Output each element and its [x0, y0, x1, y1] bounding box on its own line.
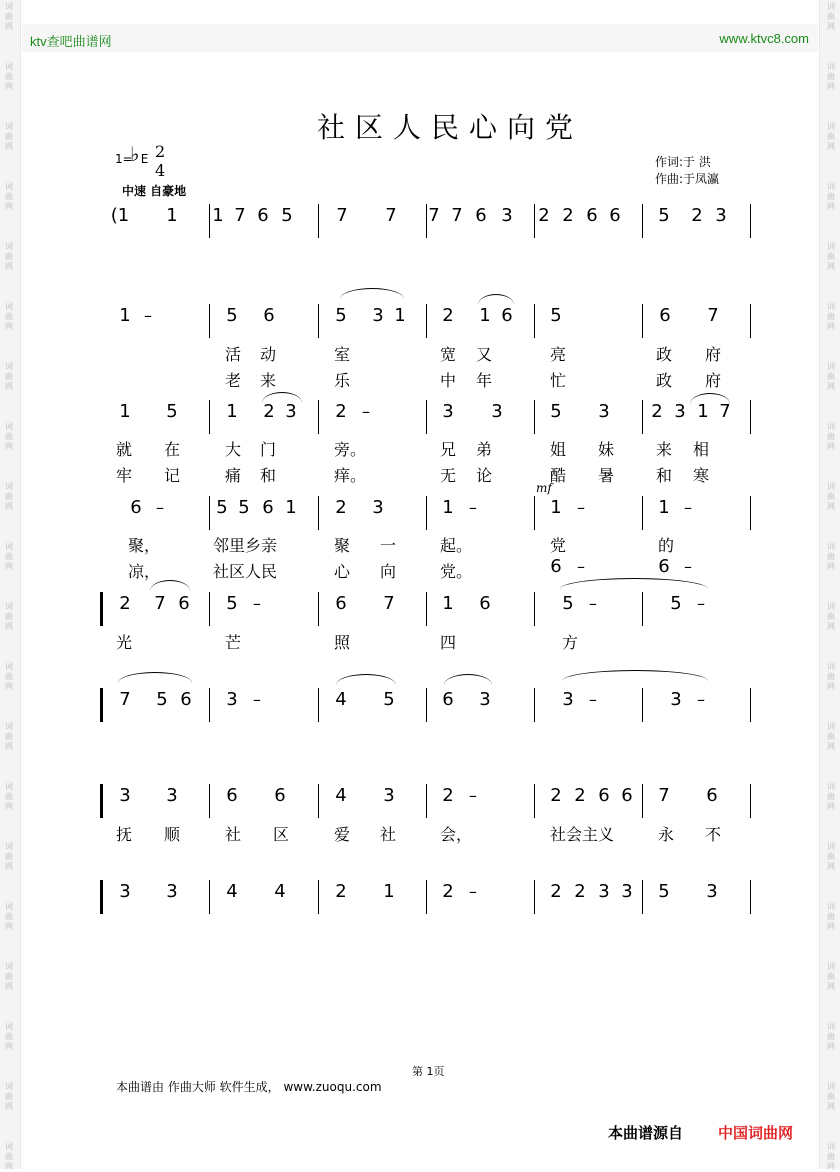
note: 6	[621, 785, 633, 806]
barline	[750, 400, 751, 434]
watermark-text: 词 曲 网	[827, 302, 835, 331]
lyric-word: 弟	[476, 440, 493, 459]
lyric-word: 聚	[334, 536, 351, 555]
site-url-right[interactable]: www.ktvc8.com	[719, 31, 809, 46]
system-bracket	[100, 592, 103, 626]
watermark-text: 词 曲 网	[827, 662, 835, 691]
site-name-left[interactable]: ktv查吧曲谱网	[30, 34, 112, 49]
barline	[209, 400, 210, 434]
slur	[262, 392, 302, 403]
lyric-word: 室	[334, 345, 351, 364]
note: 1	[285, 497, 297, 518]
slur	[690, 393, 730, 404]
lyric-word: 暑	[598, 466, 615, 485]
barline	[209, 784, 210, 818]
note: 1	[226, 401, 238, 422]
note: 1	[383, 881, 395, 902]
lyric-word: 会，	[440, 825, 473, 844]
lyric-word: 和	[260, 466, 277, 485]
note: 4	[226, 881, 238, 902]
lyric-word: 起。	[440, 536, 473, 555]
lyric-word: 邻里乡亲	[213, 536, 278, 555]
watermark-text: 词 曲 网	[5, 962, 13, 991]
note: 3	[598, 881, 610, 902]
note: 6	[262, 497, 274, 518]
note: 7	[451, 205, 463, 226]
note: 6	[180, 689, 192, 710]
watermark-text: 词 曲 网	[5, 482, 13, 511]
barline	[209, 688, 210, 722]
note: 1	[212, 205, 224, 226]
barline	[642, 784, 643, 818]
barline	[642, 592, 643, 626]
note: 1	[697, 401, 709, 422]
note: 5	[281, 205, 293, 226]
page-number: 第 1页	[412, 1065, 445, 1078]
watermark-text: 词 曲 网	[5, 362, 13, 391]
lyric-word: 论	[476, 466, 493, 485]
lyric-word: 四	[440, 633, 457, 652]
lyric-word: 抚	[116, 825, 133, 844]
note: 5	[562, 593, 574, 614]
watermark-text: 词 曲 网	[5, 1142, 13, 1171]
note: 4	[335, 785, 347, 806]
lyric-word: 痒。	[334, 466, 367, 485]
lyric-word: 党。	[440, 562, 473, 581]
system-bracket	[100, 784, 103, 818]
note: 1	[442, 497, 454, 518]
note: 6	[475, 205, 487, 226]
lyric-word: 门	[260, 440, 277, 459]
note: 6	[586, 205, 598, 226]
note: 6	[659, 305, 671, 326]
note: 3	[706, 881, 718, 902]
barline	[318, 204, 319, 238]
watermark-text: 词 曲 网	[5, 662, 13, 691]
system-bracket	[100, 880, 103, 914]
note: 6	[609, 205, 621, 226]
note: 1	[442, 593, 454, 614]
note: 3	[670, 689, 682, 710]
note: 2	[263, 401, 275, 422]
barline	[642, 880, 643, 914]
barline	[426, 880, 427, 914]
note: 3	[598, 401, 610, 422]
watermark-text: 词 曲 网	[827, 242, 835, 271]
flat-symbol: ♭	[130, 142, 140, 166]
system-bracket	[100, 688, 103, 722]
watermark-text: 词 曲 网	[5, 842, 13, 871]
note: 6	[274, 785, 286, 806]
hold-dash: –	[362, 402, 370, 421]
note: 6	[442, 689, 454, 710]
lyric-word: 政	[656, 371, 673, 390]
watermark-text: 词 曲 网	[5, 242, 13, 271]
note: 7	[658, 785, 670, 806]
lyric-word: 政	[656, 345, 673, 364]
note: 2	[562, 205, 574, 226]
barline	[642, 304, 643, 338]
lyric-word: 来	[656, 440, 673, 459]
note: 3	[119, 881, 131, 902]
barline	[426, 688, 427, 722]
barline	[750, 496, 751, 530]
watermark-text: 词 曲 网	[827, 482, 835, 511]
note: 3	[383, 785, 395, 806]
lyric-word: 府	[705, 371, 722, 390]
watermark-text: 词 曲 网	[827, 362, 835, 391]
note: 7	[336, 205, 348, 226]
lyric-word: 活	[225, 345, 242, 364]
hold-dash: –	[469, 882, 477, 901]
barline	[750, 880, 751, 914]
lyric-word: 旁。	[334, 440, 367, 459]
lyric-word: 聚，	[128, 536, 161, 555]
lyric-word: 向	[380, 562, 397, 581]
watermark-text: 词 曲 网	[5, 2, 13, 31]
barline	[209, 496, 210, 530]
watermark-text: 词 曲 网	[827, 122, 835, 151]
note: 3	[715, 205, 727, 226]
barline	[209, 304, 210, 338]
note: 7	[234, 205, 246, 226]
note: 2	[550, 785, 562, 806]
lyric-word: 党	[550, 536, 567, 555]
note: 7	[383, 593, 395, 614]
slur	[118, 672, 192, 683]
barline	[318, 688, 319, 722]
watermark-text: 词 曲 网	[827, 542, 835, 571]
watermark-text: 词 曲 网	[5, 602, 13, 631]
note: 3	[562, 689, 574, 710]
note: 3	[285, 401, 297, 422]
note: 2	[442, 785, 454, 806]
note: 3	[442, 401, 454, 422]
barline	[750, 688, 751, 722]
barline	[642, 204, 643, 238]
hold-dash: –	[589, 594, 597, 613]
note: 3	[372, 497, 384, 518]
lyric-word: 光	[116, 633, 133, 652]
note: 5	[658, 205, 670, 226]
note: (1	[110, 205, 130, 226]
watermark-text: 词 曲 网	[5, 302, 13, 331]
lyric-word: 牢	[116, 466, 133, 485]
note: 2	[691, 205, 703, 226]
note: 4	[335, 689, 347, 710]
note: 2	[335, 497, 347, 518]
note: 5	[226, 305, 238, 326]
note: 2	[651, 401, 663, 422]
note: 7	[119, 689, 131, 710]
lyric-word: 和	[656, 466, 673, 485]
hold-dash: –	[697, 690, 705, 709]
lyric-word: 妹	[598, 440, 615, 459]
lyric-word: 照	[334, 633, 351, 652]
key-signature: 1= E	[115, 152, 149, 166]
watermark-text: 词 曲 网	[827, 962, 835, 991]
slur	[560, 578, 708, 589]
barline	[534, 592, 535, 626]
lyric-word: 中	[440, 371, 457, 390]
lyric-word: 区	[273, 825, 290, 844]
note: 5	[166, 401, 178, 422]
lyric-word: 酷	[550, 466, 567, 485]
note: 1	[479, 305, 491, 326]
note: 2	[335, 401, 347, 422]
lyric-word: 永	[658, 825, 675, 844]
barline	[750, 204, 751, 238]
note: 2	[119, 593, 131, 614]
note: 7	[154, 593, 166, 614]
lyric-word: 大	[225, 440, 242, 459]
note: 2	[574, 785, 586, 806]
note: 6	[598, 785, 610, 806]
barline	[318, 592, 319, 626]
note: 6	[501, 305, 513, 326]
note: 1	[119, 305, 131, 326]
watermark-text: 词 曲 网	[827, 782, 835, 811]
note: 3	[491, 401, 503, 422]
lyric-word: 寒	[693, 466, 710, 485]
song-title: 社区人民心向党	[316, 111, 583, 144]
note: 6	[263, 305, 275, 326]
barline	[642, 496, 643, 530]
watermark-text: 词 曲 网	[5, 122, 13, 151]
source-label: 本曲谱源自	[608, 1124, 684, 1142]
note: 2	[550, 881, 562, 902]
watermark-text: 词 曲 网	[827, 182, 835, 211]
barline	[534, 400, 535, 434]
lyric-word: 记	[164, 466, 181, 485]
lyric-word: 凉，	[128, 562, 161, 581]
hold-dash: –	[253, 594, 261, 613]
note: 2	[442, 305, 454, 326]
lyric-word: 忙	[550, 371, 567, 390]
watermark-text: 词 曲 网	[5, 782, 13, 811]
hold-dash: –	[697, 594, 705, 613]
note: 5	[335, 305, 347, 326]
tempo-marking: 中速 自豪地	[122, 184, 187, 198]
note: 6	[257, 205, 269, 226]
note: 3	[226, 689, 238, 710]
note: 3	[166, 785, 178, 806]
lyric-word: 社	[225, 825, 242, 844]
note: 3	[119, 785, 131, 806]
note: 3	[166, 881, 178, 902]
note: 3	[674, 401, 686, 422]
slur	[340, 288, 404, 299]
note: 7	[385, 205, 397, 226]
hold-dash: –	[589, 690, 597, 709]
watermark-text: 词 曲 网	[5, 1082, 13, 1111]
note: 6	[658, 556, 670, 577]
lyric-word: 一	[380, 536, 397, 555]
lyric-word: 爱	[334, 825, 351, 844]
note: 2	[442, 881, 454, 902]
lyric-word: 心	[334, 562, 351, 581]
site-header-bar	[22, 24, 818, 52]
note: 5	[550, 401, 562, 422]
barline	[426, 400, 427, 434]
barline	[642, 688, 643, 722]
left-margin-strip	[0, 0, 21, 1169]
note: 1	[550, 497, 562, 518]
lyric-word: 老	[225, 371, 242, 390]
lyric-word: 在	[164, 440, 181, 459]
note: 6	[178, 593, 190, 614]
barline	[318, 304, 319, 338]
note: 1	[394, 305, 406, 326]
watermark-text: 词 曲 网	[5, 182, 13, 211]
lyric-word: 动	[260, 345, 277, 364]
slur	[336, 674, 396, 685]
lyric-word: 社会主义	[550, 825, 615, 844]
note: 3	[372, 305, 384, 326]
note: 2	[538, 205, 550, 226]
watermark-text: 词 曲 网	[5, 722, 13, 751]
lyric-word: 兄	[440, 440, 457, 459]
note: 6	[130, 497, 142, 518]
hold-dash: –	[253, 690, 261, 709]
barline	[534, 784, 535, 818]
note: 4	[274, 881, 286, 902]
barline	[534, 688, 535, 722]
lyric-word: 无	[440, 466, 457, 485]
watermark-text: 词 曲 网	[827, 602, 835, 631]
watermark-text: 词 曲 网	[827, 422, 835, 451]
note: 5	[216, 497, 228, 518]
note: 5	[226, 593, 238, 614]
note: 6	[226, 785, 238, 806]
note: 5	[670, 593, 682, 614]
lyric-word: 方	[562, 633, 579, 652]
note: 3	[621, 881, 633, 902]
note: 6	[550, 556, 562, 577]
note: 6	[706, 785, 718, 806]
lyric-word: 芒	[225, 633, 242, 652]
note: 3	[501, 205, 513, 226]
barline	[426, 496, 427, 530]
lyric-word: 宽	[440, 345, 457, 364]
slur	[478, 294, 514, 305]
hold-dash: –	[684, 557, 692, 576]
lyric-word: 又	[476, 345, 493, 364]
lyric-word: 来	[260, 371, 277, 390]
watermark-text: 词 曲 网	[5, 902, 13, 931]
note: 1	[658, 497, 670, 518]
note: 5	[658, 881, 670, 902]
lyric-word: 顺	[164, 825, 181, 844]
note: 1	[166, 205, 178, 226]
lyric-word: 年	[476, 371, 493, 390]
right-margin-strip	[819, 0, 840, 1169]
lyricist-credit: 作词:于 洪	[655, 155, 711, 169]
lyric-word: 乐	[334, 371, 351, 390]
watermark-text: 词 曲 网	[827, 902, 835, 931]
watermark-text: 词 曲 网	[827, 1022, 835, 1051]
watermark-text: 词 曲 网	[827, 842, 835, 871]
slur	[562, 670, 708, 681]
time-signature: 2 4	[155, 142, 166, 180]
watermark-text: 词 曲 网	[827, 1142, 835, 1171]
lyric-word: 就	[116, 440, 133, 459]
watermark-text: 词 曲 网	[5, 1022, 13, 1051]
dynamic-marking: mf	[536, 481, 552, 495]
watermark-text: 词 曲 网	[827, 722, 835, 751]
note: 3	[479, 689, 491, 710]
barline	[426, 784, 427, 818]
note: 7	[707, 305, 719, 326]
barline	[534, 496, 535, 530]
note: 5	[550, 305, 562, 326]
hold-dash: –	[156, 498, 164, 517]
watermark-text: 词 曲 网	[827, 62, 835, 91]
note: 2	[335, 881, 347, 902]
lyric-word: 府	[705, 345, 722, 364]
hold-dash: –	[577, 498, 585, 517]
lyric-word: 社	[380, 825, 397, 844]
slur	[444, 674, 492, 685]
note: 6	[479, 593, 491, 614]
generator-credit: 本曲谱由 作曲大师 软件生成， www.zuoqu.com	[116, 1080, 382, 1094]
hold-dash: –	[577, 557, 585, 576]
note: 2	[574, 881, 586, 902]
lyric-word: 不	[705, 825, 722, 844]
composer-credit: 作曲:于凤瀛	[655, 172, 720, 186]
lyric-word: 的	[658, 536, 675, 555]
lyric-word: 相	[693, 440, 710, 459]
barline	[318, 400, 319, 434]
barline	[750, 784, 751, 818]
barline	[426, 592, 427, 626]
note: 1	[119, 401, 131, 422]
note: 5	[383, 689, 395, 710]
lyric-word: 社区人民	[213, 562, 278, 581]
note: 7	[719, 401, 731, 422]
note: 6	[335, 593, 347, 614]
hold-dash: –	[469, 498, 477, 517]
barline	[642, 400, 643, 434]
barline	[209, 880, 210, 914]
watermark-text: 词 曲 网	[5, 542, 13, 571]
barline	[318, 784, 319, 818]
hold-dash: –	[144, 306, 152, 325]
barline	[318, 496, 319, 530]
lyric-word: 痛	[225, 466, 242, 485]
lyric-word: 姐	[550, 440, 567, 459]
watermark-text: 词 曲 网	[827, 1082, 835, 1111]
barline	[534, 880, 535, 914]
lyric-word: 亮	[550, 345, 567, 364]
barline	[534, 304, 535, 338]
barline	[750, 304, 751, 338]
watermark-text: 词 曲 网	[5, 62, 13, 91]
hold-dash: –	[684, 498, 692, 517]
barline	[318, 880, 319, 914]
barline	[209, 592, 210, 626]
note: 5	[156, 689, 168, 710]
note: 5	[238, 497, 250, 518]
barline	[426, 304, 427, 338]
watermark-text: 词 曲 网	[827, 2, 835, 31]
note: 7	[428, 205, 440, 226]
source-site[interactable]: 中国词曲网	[718, 1124, 794, 1142]
watermark-text: 词 曲 网	[5, 422, 13, 451]
hold-dash: –	[469, 786, 477, 805]
